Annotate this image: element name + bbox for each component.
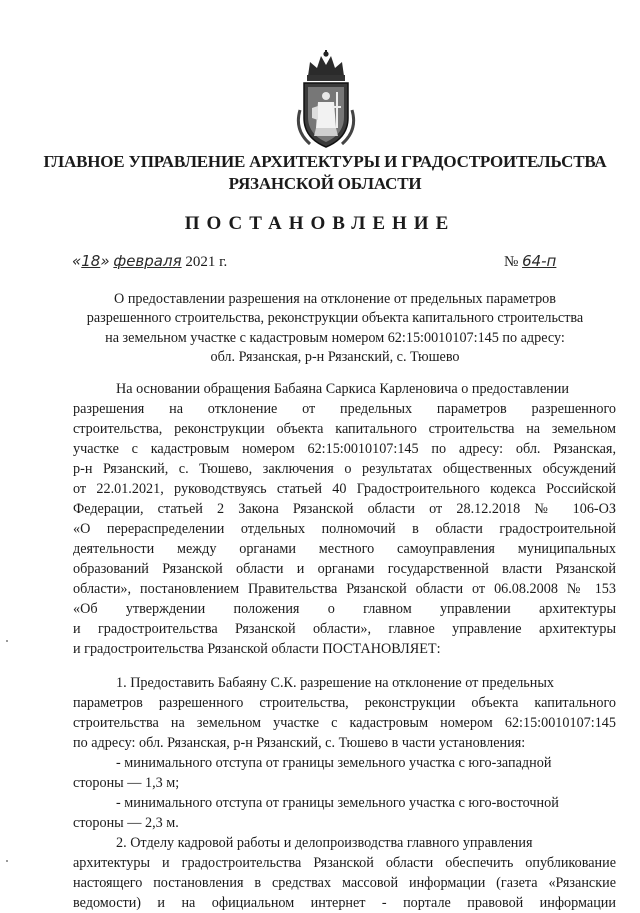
item2-line: настоящего постановления в средствах массовой информации (газета «Рязанские	[73, 875, 616, 891]
organization-name-line-2: РЯЗАНСКОЙ ОБЛАСТИ	[228, 174, 422, 193]
document-date	[72, 252, 227, 271]
preamble-line: участке с кадастровым номером 62:15:0010107:145 по адресу: обл. Рязанская,	[73, 441, 616, 457]
scan-speck	[6, 860, 8, 862]
coat-of-arms-emblem	[290, 50, 362, 150]
preamble-line: разрешения на отклонение от предельных параметров разрешенного	[73, 401, 616, 417]
preamble-line: деятельности между органами местного самоуправления муниципальных	[73, 541, 616, 557]
subject-line: О предоставлении разрешения на отклонение от предельных параметров	[114, 291, 556, 307]
item1-line: параметров разрешенного строительства, реконструкции объекта капитального	[73, 695, 616, 711]
preamble-line: и градостроительства Рязанской области», главное управление архитектуры	[73, 621, 616, 637]
preamble-line: от 22.01.2021, руководствуясь статьей 40 Градостроительного кодекса Российской	[73, 481, 616, 497]
preamble-line: образований Рязанской области и органами государственной власти Рязанской	[73, 561, 616, 577]
date-quote-close: »	[100, 252, 110, 270]
item1-line: по адресу: обл. Рязанская, р-н Рязанский, с. Тюшево в части установления:	[73, 735, 526, 751]
item1-line: стороны — 2,3 м.	[73, 815, 179, 831]
preamble-line: области», постановлением Правительства Рязанской области от 06.08.2008 № 153	[73, 581, 616, 597]
preamble-line: «Об утверждении положения о главном управлении архитектуры	[73, 601, 616, 617]
preamble-line: строительства, реконструкции объекта капитального строительства на земельном	[73, 421, 616, 437]
item1-line: строительства на земельном участке с кадастровым номером 62:15:0010107:145	[73, 715, 616, 731]
item2-line: архитектуры и градостроительства Рязанской области обеспечить опубликование	[73, 855, 616, 871]
item2-line: ведомости) и на официальном интернет - портале правовой информации	[73, 895, 616, 911]
item1-line: - минимального отступа от границы земельного участка с юго-восточной	[116, 795, 559, 811]
number-value: 64-п	[522, 252, 557, 270]
item1-line: 1. Предоставить Бабаяну С.К. разрешение на отклонение от предельных	[116, 675, 554, 691]
date-year: 2021 г.	[185, 254, 228, 270]
item2-line: 2. Отделу кадровой работы и делопроизводства главного управления	[116, 835, 533, 851]
document-type-title: ПОСТАНОВЛЕНИЕ	[184, 213, 456, 234]
organization-name-line-1: ГЛАВНОЕ УПРАВЛЕНИЕ АРХИТЕКТУРЫ И ГРАДОСТРОИТЕЛЬСТВА	[43, 152, 607, 171]
document-subject	[75, 290, 595, 367]
number-label: №	[504, 254, 519, 270]
preamble-line: р-н Рязанский, с. Тюшево, заключения о результатах общественных обсуждений	[73, 461, 616, 477]
subject-line: обл. Рязанская, р-н Рязанский, с. Тюшево	[210, 348, 460, 365]
subject-line: разрешенного строительства, реконструкции объекта капитального строительства	[86, 310, 584, 327]
subject-line: на земельном участке с кадастровым номером 62:15:0010107:145 по адресу:	[105, 329, 565, 346]
preamble-line: На основании обращения Бабаяна Саркиса Карленовича о предоставлении	[116, 381, 569, 397]
document-number	[504, 252, 556, 271]
date-day: 18	[81, 252, 101, 270]
preamble-line: Федерации, статьей 2 Закона Рязанской области от 28.12.2018 № 106-ОЗ	[73, 501, 616, 517]
date-month: февраля	[113, 252, 182, 270]
preamble-line: «О перераспределении отдельных полномочий в области градостроительной	[73, 521, 616, 537]
date-quote-open: «	[72, 252, 82, 270]
preamble-line: и градостроительства Рязанской области ПОСТАНОВЛЯЕТ:	[73, 641, 441, 657]
item1-line: стороны — 1,3 м;	[73, 775, 180, 791]
scan-speck	[6, 640, 8, 642]
item1-line: - минимального отступа от границы земельного участка с юго-западной	[116, 755, 552, 771]
